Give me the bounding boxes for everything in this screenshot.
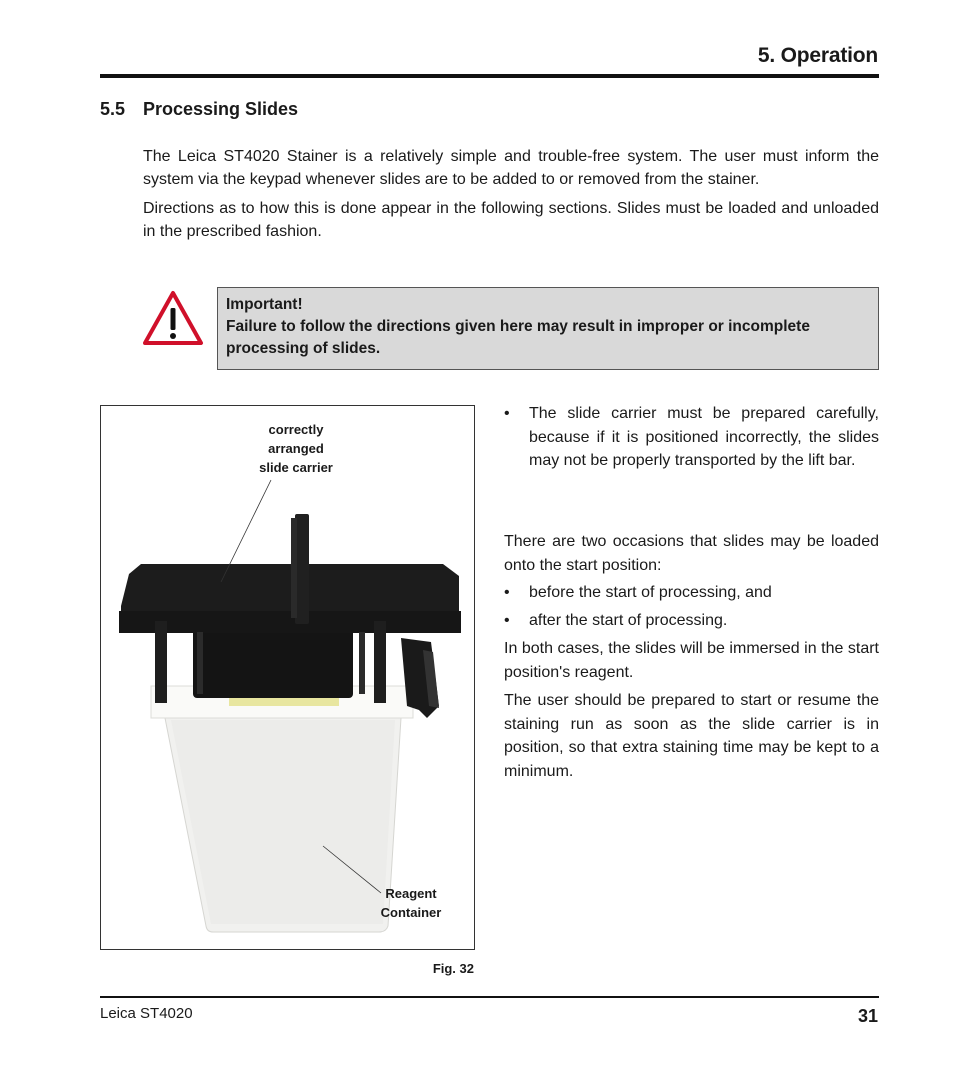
chapter-heading: 5. Operation — [757, 44, 878, 67]
bullet-before-processing: • before the start of processing, and — [504, 581, 879, 605]
section-heading — [100, 99, 298, 120]
note-title: Important! — [226, 296, 303, 313]
bullet-slide-carrier: • The slide carrier must be prepared carefully, because if it is positioned incorrectly, the slides may not be properly transported by the lift bar. — [504, 402, 879, 473]
figure-32 — [100, 405, 475, 950]
footer-product-name: Leica ST4020 — [100, 1005, 193, 1022]
callout-slide-carrier: correctly arranged slide carrier — [259, 422, 333, 475]
bullet-dot: • — [504, 584, 510, 601]
intro-paragraph-1: The Leica ST4020 Stainer is a relatively simple and trouble-free system. The user must inform the system via the keypad whenever slides are to be added to or removed from the stainer. — [143, 148, 879, 188]
occasions-paragraph: There are two occasions that slides may be loaded onto the start position: — [504, 533, 879, 574]
slide-carrier-illustration — [101, 406, 474, 949]
right-column — [504, 402, 879, 802]
user-prepared-paragraph: The user should be prepared to start or resume the staining run as soon as the slide carrier is in position, so that extra staining time may be kept to a minimum. — [504, 692, 879, 780]
note-text: Failure to follow the directions given here may result in improper or incomplete processing of slides. — [226, 318, 810, 357]
figure-caption: Fig. 32 — [432, 961, 474, 976]
bullet-dot: • — [504, 612, 510, 629]
intro-paragraph-2: Directions as to how this is done appear in the following sections. Slides must be loaded and unloaded in the prescribed fashion. — [143, 200, 879, 240]
warning-triangle-icon — [142, 290, 204, 346]
footer-rule — [100, 996, 879, 998]
page-number: 31 — [857, 1006, 878, 1026]
both-cases-paragraph: In both cases, the slides will be immersed in the start position's reagent. — [504, 640, 879, 681]
bullet-after-processing: • after the start of processing. — [504, 609, 879, 633]
section-title: Processing Slides — [143, 99, 299, 119]
header-rule — [100, 74, 879, 78]
callout-reagent-container: Reagent Container — [380, 886, 442, 920]
bullet-dot: • — [504, 405, 510, 422]
section-number: 5.5 — [100, 99, 126, 119]
important-note-box — [217, 287, 879, 370]
